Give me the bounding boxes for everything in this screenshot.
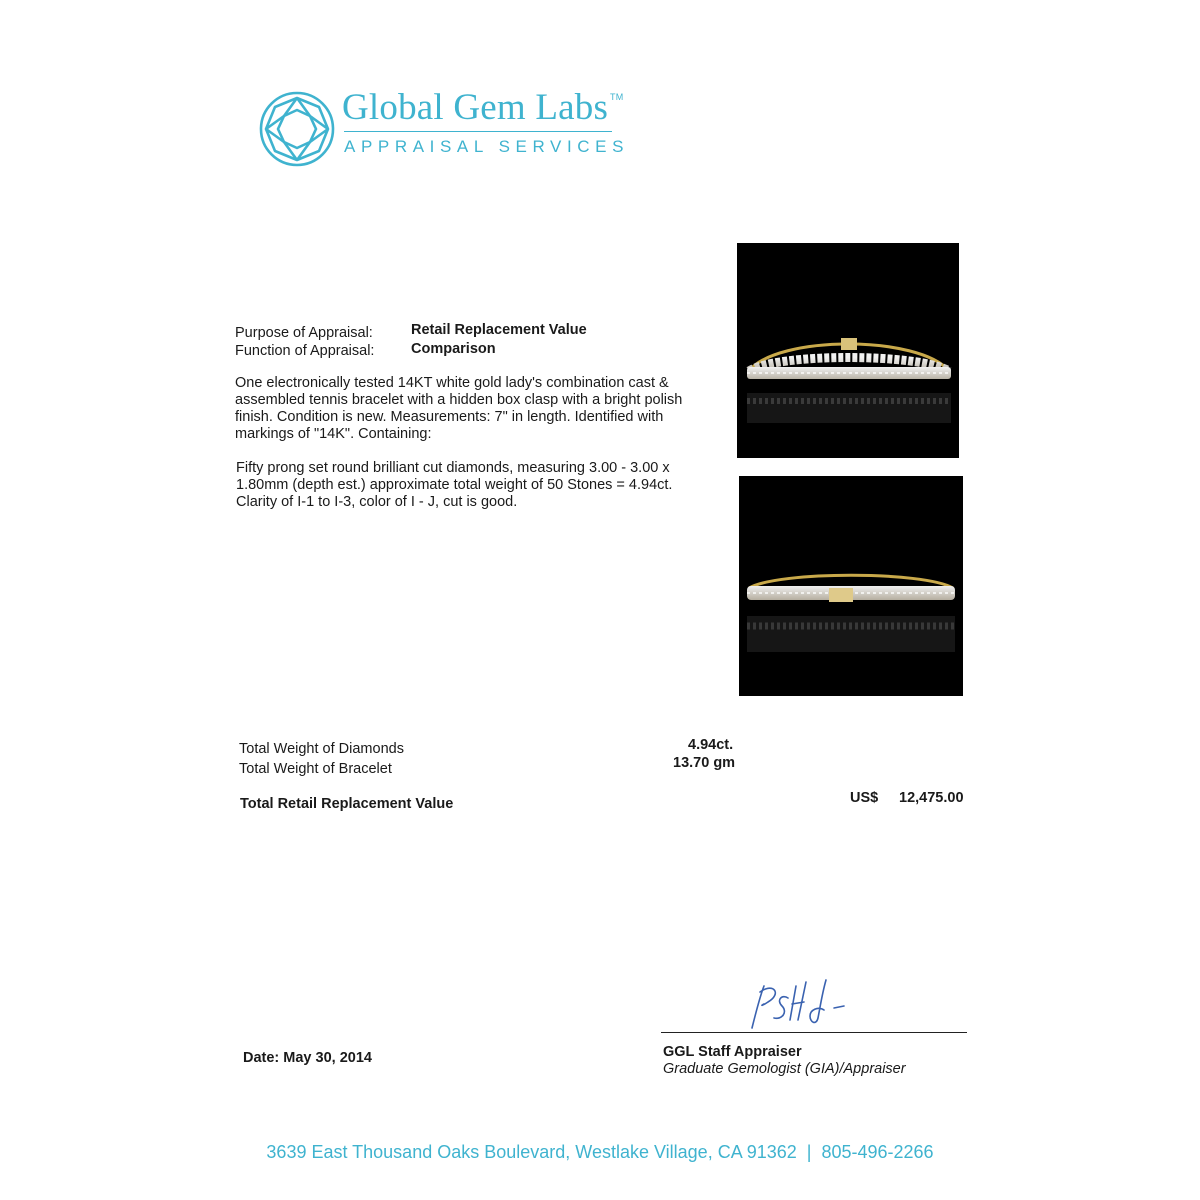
contact-footer — [0, 1142, 1200, 1163]
function-label: Function of Appraisal: — [235, 343, 375, 359]
contact-separator: | — [806, 1142, 812, 1162]
appraiser-title: GGL Staff Appraiser — [663, 1044, 802, 1060]
signature-image — [730, 972, 860, 1034]
retail-value-label: Total Retail Replacement Value — [240, 796, 454, 812]
bracelet-photo-top — [737, 243, 959, 458]
brand-subtitle: APPRAISAL SERVICES — [344, 137, 630, 156]
bracelet-image — [737, 243, 959, 458]
bracelet-weight-label: Total Weight of Bracelet — [239, 761, 392, 777]
purpose-label: Purpose of Appraisal: — [235, 325, 373, 341]
contact-phone: 805-496-2266 — [821, 1142, 934, 1162]
diamonds-weight-label: Total Weight of Diamonds — [239, 741, 404, 757]
retail-value-amount: 12,475.00 — [899, 790, 964, 806]
bracelet-photo-bottom — [739, 476, 963, 696]
brand-divider — [344, 131, 612, 132]
item-description: One electronically tested 14KT white gold lady's combination cast & assembled tennis bracelet with a hidden box clasp with a bright polish finish. Condition is new. Measurements: 7" in length. Identified with markings of "14K". Containing: — [235, 375, 683, 442]
diamonds-weight-value: 4.94ct. — [688, 737, 734, 753]
appraiser-credential: Graduate Gemologist (GIA)/Appraiser — [663, 1061, 906, 1077]
gem-logo-icon — [258, 90, 336, 168]
signature-line — [661, 1032, 967, 1033]
currency-code: US$ — [850, 790, 879, 806]
bracelet-image — [739, 476, 963, 696]
bracelet-weight-value: 13.70 gm — [673, 755, 736, 771]
brand-name: Global Gem Labs ™ — [342, 87, 624, 128]
function-value: Comparison — [411, 341, 496, 357]
trademark-mark: TM — [610, 92, 624, 102]
stone-description: Fifty prong set round brilliant cut diamonds, measuring 3.00 - 3.00 x 1.80mm (depth est.) approximate total weight of 50 Stones = 4.94ct. Clarity of I-1 to I-3, color of I - J, cut is good. — [236, 460, 673, 510]
contact-address: 3639 East Thousand Oaks Boulevard, Westlake Village, CA 91362 — [266, 1142, 797, 1162]
appraisal-date: Date: May 30, 2014 — [243, 1050, 372, 1066]
purpose-value: Retail Replacement Value — [411, 322, 587, 338]
